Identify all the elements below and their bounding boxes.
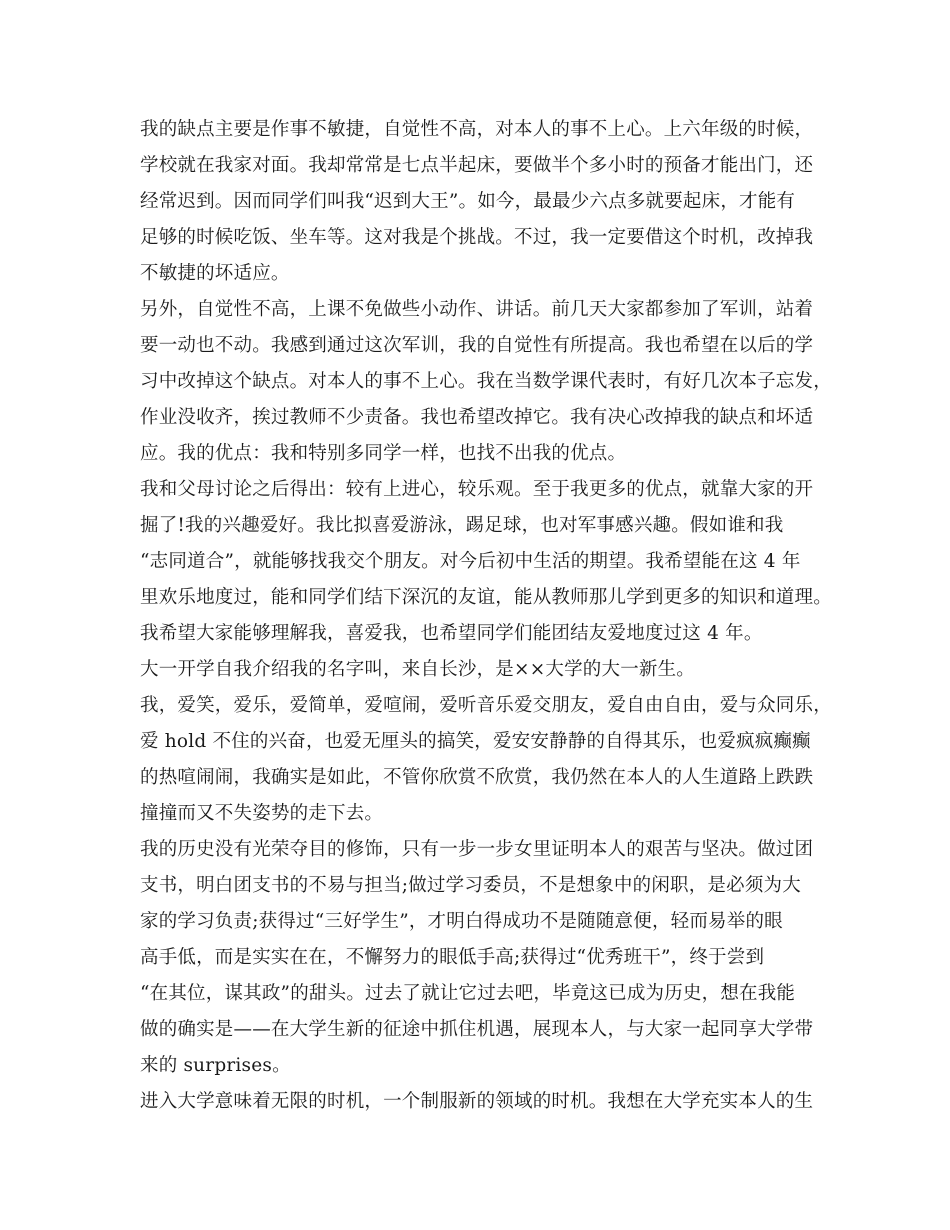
- text-line: 撞撞而又不失姿势的走下去。: [140, 803, 384, 824]
- text-line: 不敏捷的坏适应。: [140, 263, 290, 284]
- text-line: 我的缺点主要是作事不敏捷，自觉性不高，对本人的事不上心。上六年级的时候，: [140, 119, 814, 140]
- text-line: 的热喧闹闹，我确实是如此，不管你欣赏不欣赏，我仍然在本人的人生道路上跌跌: [140, 767, 814, 788]
- text-line: 爱 hold 不住的兴奋，也爱无厘头的搞笑，爱安安静静的自得其乐，也爱疯疯癫癫: [140, 731, 811, 752]
- text-line: “志同道合”，就能够找我交个朋友。对今后初中生活的期望。我希望能在这 4 年: [140, 551, 801, 572]
- paragraph: [140, 292, 830, 472]
- text-line: 大一开学自我介绍我的名字叫，来自长沙，是××大学的大一新生。: [140, 659, 696, 680]
- text-line: 里欢乐地度过，能和同学们结下深沉的友谊，能从教师那儿学到更多的知识和道理。: [140, 587, 832, 608]
- text-line: 我希望大家能够理解我，喜爱我，也希望同学们能团结友爱地度过这 4 年。: [140, 623, 763, 644]
- text-line: 学校就在我家对面。我却常常是七点半起床，要做半个多小时的预备才能出门，还: [140, 155, 814, 176]
- paragraph: [140, 472, 830, 652]
- text-line: 高手低，而是实实在在，不懈努力的眼低手高;获得过“优秀班干”，终于尝到: [140, 947, 765, 968]
- paragraph: [140, 1084, 830, 1120]
- text-line: 我和父母讨论之后得出：较有上进心，较乐观。至于我更多的优点，就靠大家的开: [140, 479, 814, 500]
- text-line: 来的 surprises。: [140, 1055, 291, 1076]
- text-line: 我，爱笑，爱乐，爱简单，爱喧闹，爱听音乐爱交朋友，爱自由自由，爱与众同乐，: [140, 695, 832, 716]
- text-line: 支书，明白团支书的不易与担当;做过学习委员，不是想象中的闲职，是必须为大: [140, 875, 801, 896]
- text-line: 另外，自觉性不高，上课不免做些小动作、讲话。前几天大家都参加了军训，站着: [140, 299, 814, 320]
- text-line: “在其位，谋其政”的甜头。过去了就让它过去吧，毕竟这已成为历史，想在我能: [140, 983, 796, 1004]
- text-line: 足够的时候吃饭、坐车等。这对我是个挑战。不过，我一定要借这个时机，改掉我: [140, 227, 814, 248]
- text-line: 掘了!我的兴趣爱好。我比拟喜爱游泳，踢足球，也对军事感兴趣。假如谁和我: [140, 515, 784, 536]
- paragraph: [140, 688, 830, 832]
- text-line: 要一动也不动。我感到通过这次军训，我的自觉性有所提高。我也希望在以后的学: [140, 335, 814, 356]
- text-line: 习中改掉这个缺点。对本人的事不上心。我在当数学课代表时，有好几次本子忘发，: [140, 371, 832, 392]
- paragraph: [140, 652, 830, 688]
- text-line: 进入大学意味着无限的时机，一个制服新的领域的时机。我想在大学充实本人的生: [140, 1091, 814, 1112]
- paragraph: [140, 832, 830, 1084]
- document-body: [140, 112, 830, 1120]
- text-line: 作业没收齐，挨过教师不少责备。我也希望改掉它。我有决心改掉我的缺点和坏适: [140, 407, 814, 428]
- text-line: 家的学习负责;获得过“三好学生”，才明白得成功不是随随意便，轻而易举的眼: [140, 911, 783, 932]
- text-line: 我的历史没有光荣夺目的修饰，只有一步一步女里证明本人的艰苦与坚决。做过团: [140, 839, 814, 860]
- text-line: 应。我的优点：我和特别多同学一样，也找不出我的优点。: [140, 443, 627, 464]
- text-line: 做的确实是——在大学生新的征途中抓住机遇，展现本人，与大家一起同享大学带: [140, 1019, 814, 1040]
- text-line: 经常迟到。因而同学们叫我“迟到大王”。如今，最最少六点多就要起床，才能有: [140, 191, 796, 212]
- paragraph: [140, 112, 830, 292]
